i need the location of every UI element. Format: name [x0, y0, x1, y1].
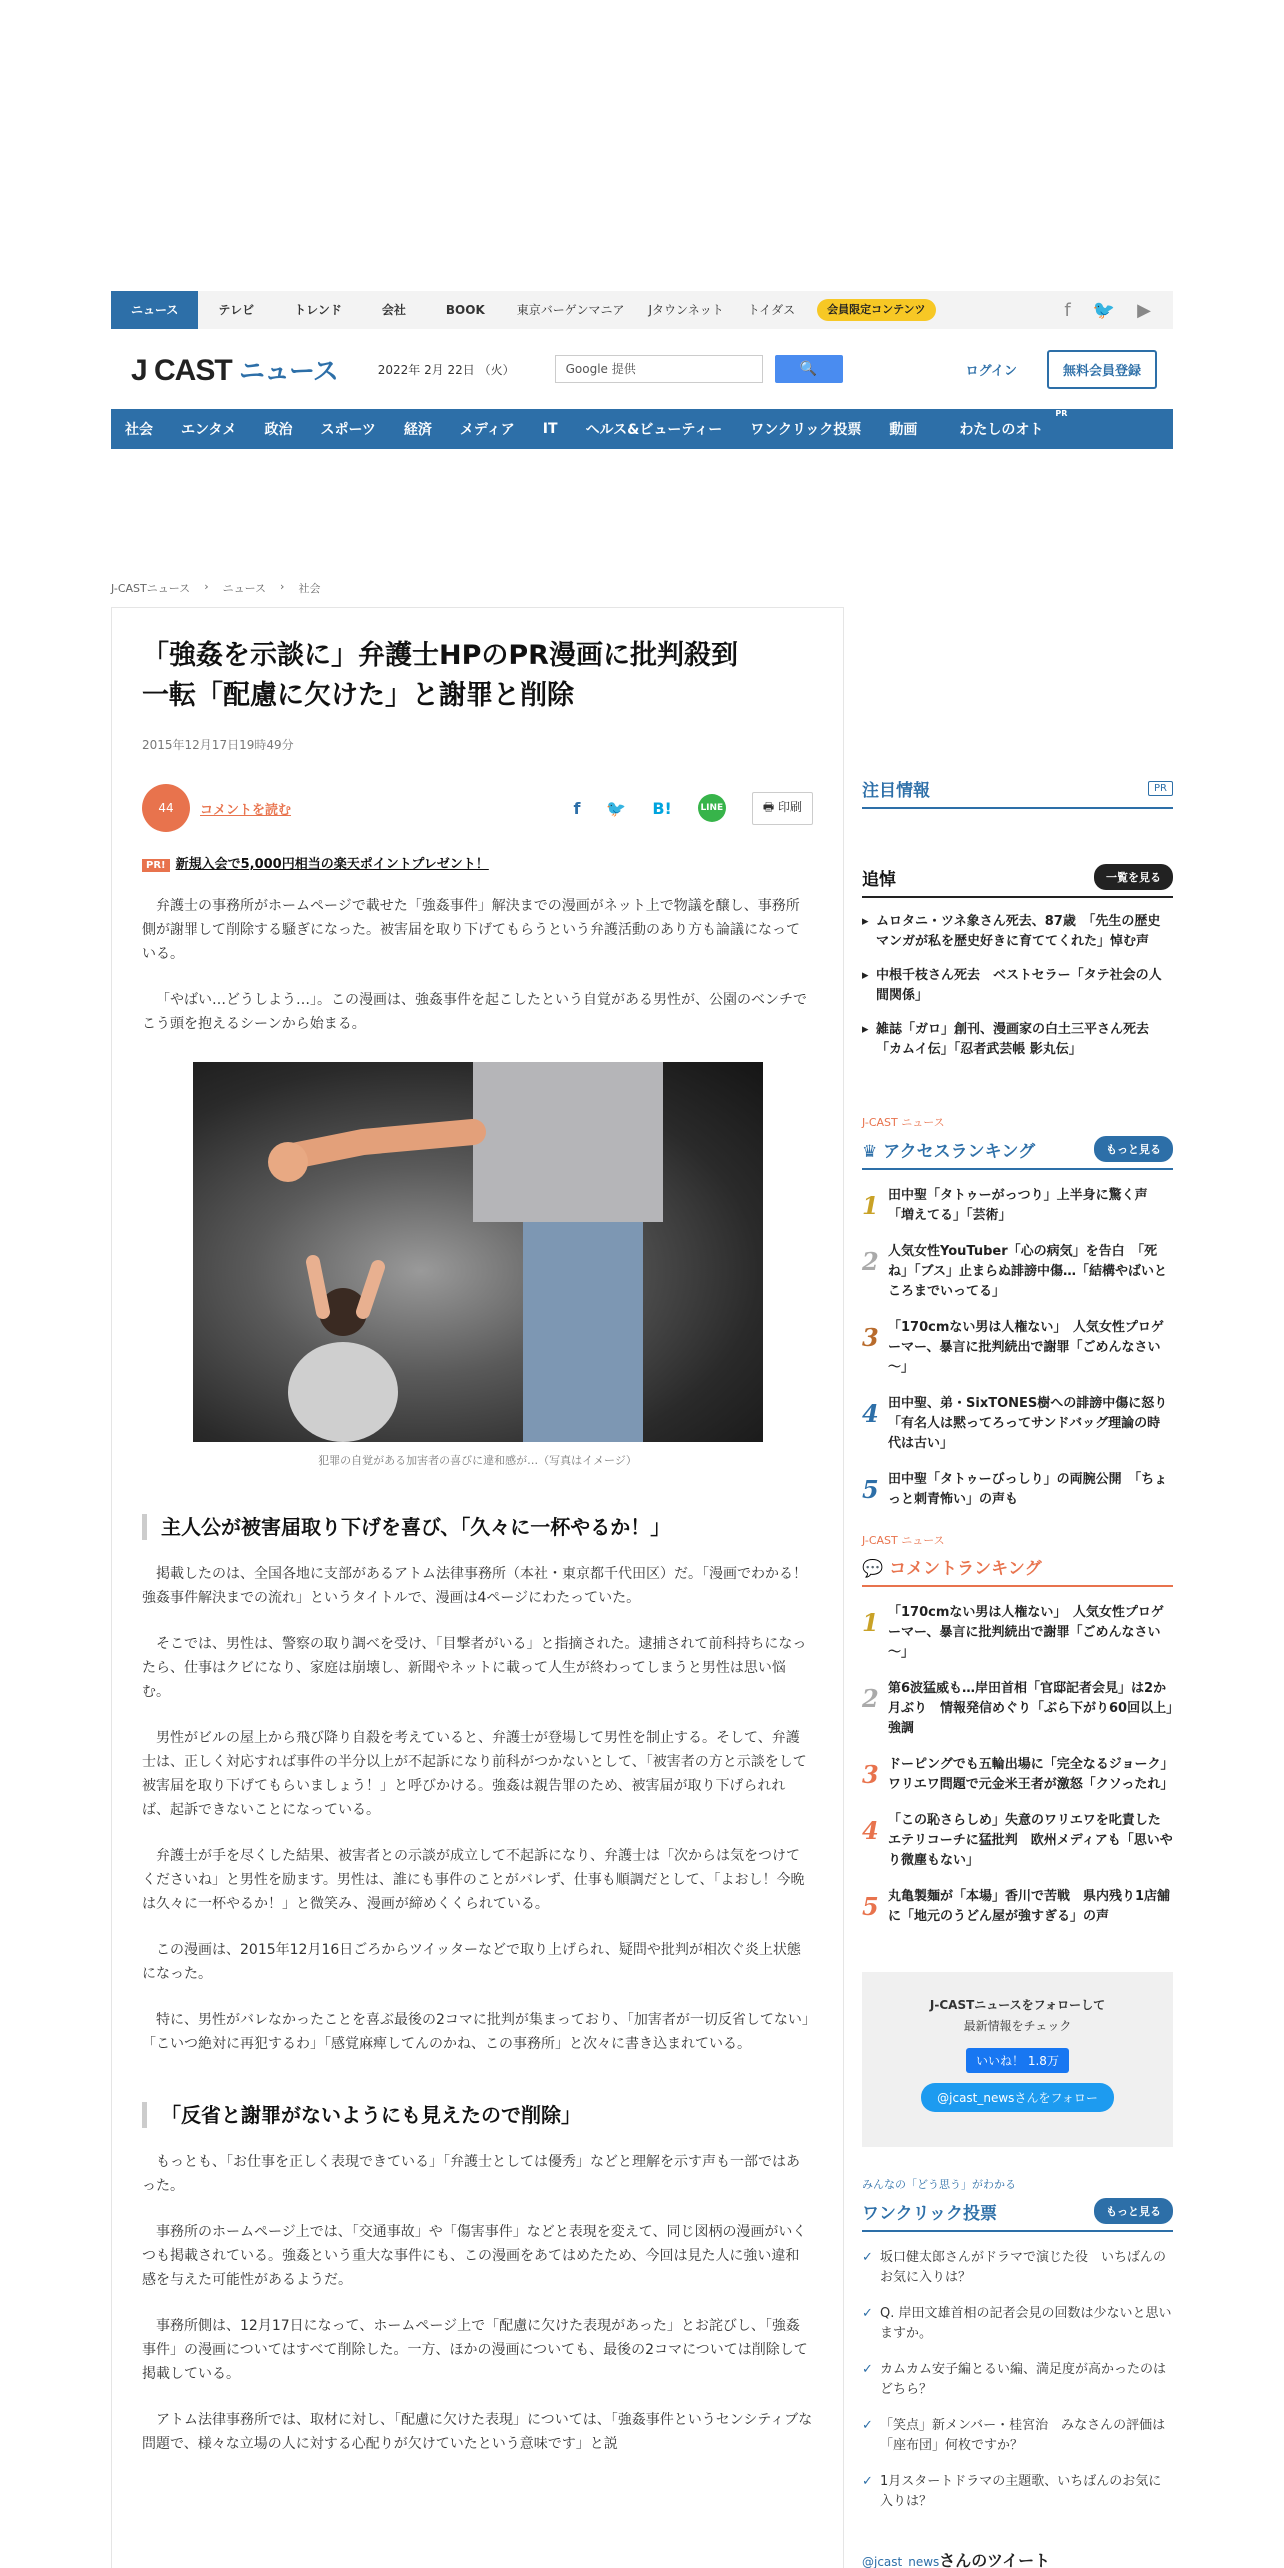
breadcrumb: J-CASTニュース › ニュース › 社会: [111, 580, 321, 595]
facebook-icon[interactable]: f: [1064, 299, 1071, 321]
paragraph: 事務所のホームページ上では、「交通事故」や「傷害事件」などと表現を変えて、同じ図柄の漫画がいくつも掲載されている。強姦という重大な事件にも、この漫画をあてはめたため、今回は見た人に強い違和感を与えた可能性があるようだ。: [142, 2224, 807, 2288]
topnav-tv[interactable]: テレビ: [218, 303, 255, 317]
twitter-icon[interactable]: 🐦: [1092, 299, 1116, 321]
ranking-item[interactable]: 2 第6波猛威も…岸田首相「官邸記者会見」は2か月ぶり 情報発信めぐり「ぶら下がり60回以上」強調: [862, 1681, 1173, 1736]
social-links: [1064, 300, 1173, 321]
vote-item[interactable]: ✓ 1月スタートドラマの主題歌、いちばんのお気に入りは？: [862, 2472, 1173, 2512]
cat-video[interactable]: 動画: [889, 422, 918, 438]
topnav-book[interactable]: BOOK: [445, 303, 485, 317]
print-button[interactable]: 🖶 印刷: [752, 792, 813, 825]
ranking-item[interactable]: 1 「170cmない男は人権ない」 人気女性プロゲーマー、暴言に批判続出で謝罪「ごめんなさい～」: [862, 1605, 1164, 1660]
ranking-item[interactable]: 4 田中聖、弟・SixTONES樹への誹謗中傷に怒り 「有名人は黙ってろってサンドバッグ理論の時代は古い」: [862, 1396, 1181, 1451]
paragraph: 事務所側は、12月17日になって、ホームページ上で「配慮に欠けた表現があった」とお詫びし、「強姦事件」の漫画についてはすべて削除した。一方、ほかの漫画についても、最後の2コマについては削除して掲載している。: [142, 2318, 808, 2382]
ranking-item[interactable]: 4 「この恥さらしめ」失意のワリエワを叱責したエテリコーチに猛批判 欧州メディアも「思いやり微塵もない」: [862, 1813, 1173, 1868]
ranking-item[interactable]: 2 人気女性YouTuber「心の病気」を告白 「死ね」「ブス」止まらぬ誹謗中傷…「結構やばいところまでいってる」: [862, 1244, 1167, 1299]
breadcrumb-home[interactable]: J-CASTニュース: [111, 582, 191, 595]
twitter-follow-button[interactable]: @jcast_newsさんをフォロー: [921, 2083, 1114, 2112]
ranking-item[interactable]: 3 ドーピングでも五輪出場に「完全なるジョーク」 ワリエワ問題で元金米王者が激怒「クソったれ」: [862, 1757, 1180, 1792]
search-input[interactable]: Google 提供: [555, 355, 763, 383]
share-bar: [142, 783, 813, 833]
ranking-item[interactable]: 5 丸亀製麺が「本場」香川で苦戦 県内残り1店舗に「地元のうどん屋が強すぎる」の声: [862, 1889, 1171, 1924]
vote-item[interactable]: ✓ カムカム安子編とるい編、満足度が高かったのはどちら？: [862, 2360, 1173, 2400]
vote-section: みんなの「どう思う」がわかる ワンクリック投票 もっと見る ✓ 坂口健太郎さんがドラマで演じた役 いちばんのお気に入りは？ ✓ Q. 岸田文雄首相の記者会見の回数は少ないと思いますか。 ✓ カムカム安子編とるい編、満足度が高かったのはどちら？ ✓ 「笑点」新メンバー・桂宮治 みなさんの評価は「座布団」何枚ですか？ ✓ 1月スタートドラマの主題歌、いちばんのお気に入りは？: [862, 2176, 1173, 2512]
cat-politics[interactable]: 政治: [264, 422, 293, 438]
vote-item[interactable]: ✓ 「笑点」新メンバー・桂宮治 みなさんの評価は「座布団」何枚ですか？: [862, 2416, 1173, 2456]
article-date: 2015年12月17日19時49分: [142, 738, 294, 752]
cat-economy[interactable]: 経済: [403, 422, 432, 438]
pr-banner[interactable]: PR! 新規入会で5,000円相当の楽天ポイントプレゼント！: [142, 853, 813, 872]
cat-vote[interactable]: ワンクリック投票: [750, 422, 862, 438]
youtube-icon[interactable]: ▶: [1137, 299, 1151, 321]
vote-item[interactable]: ✓ Q. 岸田文雄首相の記者会見の回数は少ないと思いますか。: [862, 2304, 1173, 2344]
vote-item[interactable]: ✓ 坂口健太郎さんがドラマで演じた役 いちばんのお気に入りは？: [862, 2248, 1173, 2288]
obituary-item[interactable]: ▸ 雑誌「ガロ」創刊、漫画家の白土三平さん死去 「カムイ伝」「忍者武芸帳 影丸伝」: [862, 1020, 1173, 1060]
paragraph: アトム法律事務所では、取材に対し、「配慮に欠けた表現」については、「強姦事件というセンシティブな問題で、様々な立場の人に対する心配りが欠けていたという意味です」と説: [142, 2412, 813, 2452]
line-share-icon[interactable]: LINE: [698, 794, 726, 822]
read-comments-link[interactable]: コメントを読む: [200, 802, 292, 818]
section-heading: 「反省と謝罪がないようにも見えたので削除」: [142, 2102, 813, 2128]
topnav-news[interactable]: ニュース: [111, 291, 198, 329]
follow-box: J-CASTニュースをフォローして 最新情報をチェック いいね！ 1.8万 @jcast_newsさんをフォロー: [862, 1972, 1173, 2147]
ranking-item[interactable]: 1 田中聖「タトゥーがっつり」上半身に驚く声 「増えてる」「芸術」: [862, 1188, 1161, 1223]
obituary-more-button[interactable]: 一覧を見る: [1094, 864, 1173, 890]
article-photo: [193, 1062, 763, 1442]
obituary-title: 追悼: [862, 869, 896, 890]
site-header: [111, 329, 1173, 409]
paragraph: 男性がビルの屋上から飛び降り自殺を考えていると、弁護士が登場して男性を制止する。そして、弁護士は、正しく対応すれば事件の半分以上が不起訴になり前科がつかないとして、「被害者の方と示談をして被害届を取り下げてもらいましょう！」と呼びかける。強姦は親告罪のため、被害届が取り下げられれば、起訴できないことになっている。: [142, 1730, 807, 1818]
vote-more-button[interactable]: もっと見る: [1094, 2198, 1173, 2224]
cat-it[interactable]: IT: [542, 421, 558, 437]
topnav-trend[interactable]: トレンド: [294, 303, 342, 317]
breadcrumb-society[interactable]: 社会: [298, 582, 321, 595]
ranking-item[interactable]: 5 田中聖「タトゥーびっしり」の両腕公開 「ちょっと刺青怖い」の声も: [862, 1472, 1168, 1507]
article-title: 「強姦を示談に」弁護士HPのPR漫画に批判殺到 一転「配慮に欠けた」と謝罪と削除: [142, 640, 738, 711]
obituary-section: [862, 864, 1173, 1060]
cat-entame[interactable]: エンタメ: [181, 422, 237, 438]
cat-otona[interactable]: わたしのオト PR: [959, 409, 1068, 438]
topnav-company[interactable]: 会社: [381, 303, 406, 317]
cat-society[interactable]: 社会: [125, 422, 153, 438]
cat-sports[interactable]: スポーツ: [320, 422, 376, 438]
pr-badge: PR: [1148, 781, 1173, 796]
tweet-header: @jcast_newsさんのツイート: [862, 2551, 1051, 2568]
comment-ranking-title: 💬 コメントランキング: [862, 1559, 1042, 1579]
vote-title: ワンクリック投票: [862, 2203, 997, 2224]
search-button[interactable]: [775, 355, 843, 383]
access-ranking-title: ♛ アクセスランキング: [862, 1141, 1036, 1162]
cat-health[interactable]: ヘルス&ビューティー: [585, 422, 723, 438]
attention-title: 注目情報: [862, 781, 930, 801]
comment-icon: 💬: [862, 1559, 884, 1579]
access-more-button[interactable]: もっと見る: [1094, 1136, 1173, 1162]
register-button[interactable]: 無料会員登録: [1047, 350, 1157, 389]
photo-caption: 犯罪の自覚がある加害者の喜びに違和感が…（写真はイメージ）: [318, 1454, 637, 1467]
topnav-bargain[interactable]: 東京バーゲンマニア: [516, 303, 625, 317]
comment-ranking: J-CAST ニュース 💬 コメントランキング 1 「170cmない男は人権ない」 人気女性プロゲーマー、暴言に批判続出で謝罪「ごめんなさい～」 2 第6波猛威も…岸田首相「官邸記者会見」は2か月ぶり 情報発信めぐり「ぶら下がり60回以上」強調 3 ドーピングでも五輪出場に「完全なるジョーク」 ワリエワ問題で元金米王者が激怒「クソったれ」 4 「この恥さらしめ」失意のワリエワを叱責したエテリコーチに猛批判 欧州メディアも「思いやり微塵もない」 5 丸亀製麺が「本場」香川で苦戦 県内残り1店舗に「地元のうどん屋が強すぎる」の声: [862, 1532, 1173, 1927]
top-nav: [111, 291, 1173, 329]
paragraph: 弁護士の事務所がホームページで載せた「強姦事件」解決までの漫画がネット上で物議を醸し、事務所側が謝罪して削除する騒ぎになった。被害届を取り下げてもらうという弁護活動のあり方も論議になっている。: [142, 898, 800, 962]
current-date: 2022年 2月 22日 （火）: [377, 362, 515, 377]
paragraph: 弁護士が手を尽くした結果、被害者との示談が成立して不起訴になり、弁護士は「次からは気をつけてくださいね」と男性を励ます。男性は、誰にも事件のことがバレず、仕事も順調だとして、「よおし！今晩は久々に一杯やるか！」と微笑み、漫画が締めくくられている。: [142, 1848, 805, 1912]
cat-media[interactable]: メディア: [459, 422, 515, 438]
paragraph: 掲載したのは、全国各地に支部があるアトム法律事務所（本社・東京都千代田区）だ。「漫画でわかる！強姦事件解決までの流れ」というタイトルで、漫画は4ページにわたっていた。: [142, 1566, 807, 1606]
ranking-item[interactable]: 3 「170cmない男は人権ない」 人気女性プロゲーマー、暴言に批判続出で謝罪「ごめんなさい～」: [862, 1320, 1164, 1375]
section-heading: 主人公が被害届取り下げを喜び、「久々に一杯やるか！」: [142, 1514, 813, 1540]
site-logo[interactable]: J CAST ニュース: [131, 353, 338, 387]
facebook-share-icon[interactable]: f: [573, 798, 581, 818]
member-content-badge[interactable]: 会員限定コンテンツ: [817, 299, 935, 321]
breadcrumb-news[interactable]: ニュース: [222, 582, 267, 595]
login-link[interactable]: ログイン: [965, 363, 1017, 379]
ranking-icon: ♛: [862, 1141, 878, 1162]
comment-count-icon[interactable]: 44: [142, 784, 190, 832]
search-icon: 🔍: [799, 361, 818, 377]
paragraph: 「やばい…どうしよう…」。この漫画は、強姦事件を起こしたという自覚がある男性が、公園のベンチでこう頭を抱えるシーンから始まる。: [142, 992, 807, 1032]
obituary-item[interactable]: ▸ 中根千枝さん死去 ベストセラー「タテ社会の人間関係」: [862, 966, 1173, 1006]
topnav-jtown[interactable]: Jタウンネット: [648, 303, 724, 317]
category-nav: [111, 409, 1173, 449]
access-ranking: J-CAST ニュース ♛ アクセスランキング もっと見る 1 田中聖「タトゥーがっつり」上半身に驚く声 「増えてる」「芸術」 2 人気女性YouTuber「心の病気」を告白 「死ね」「ブス」止まらぬ誹謗中傷…「結構やばいところまでいってる」 3 「170cmない男は人権ない」 人気女性プロゲーマー、暴言に批判続出で謝罪「ごめんなさい～」 4 田中聖、弟・SixTONES樹への誹謗中傷に怒り 「有名人は黙ってろってサンドバッグ理論の時代は古い」 5 田中聖「タトゥーびっしり」の両腕公開 「ちょっと刺青怖い」の声も: [862, 1114, 1173, 1510]
facebook-like-button[interactable]: いいね！ 1.8万: [966, 2048, 1069, 2073]
topnav-toidas[interactable]: トイダス: [747, 303, 796, 317]
twitter-share-icon[interactable]: 🐦: [606, 798, 627, 818]
paragraph: この漫画は、2015年12月16日ごろからツイッターなどで取り上げられ、疑問や批判が相次ぐ炎上状態になった。: [142, 1942, 801, 1982]
hatena-bookmark-icon[interactable]: B!: [652, 798, 672, 818]
paragraph: そこでは、男性は、警察の取り調べを受け、「目撃者がいる」と指摘された。逮捕されて前科持ちになったら、仕事はクビになり、家庭は崩壊し、新聞やネットに載って人生が終わってしまうと男性は思い悩む。: [142, 1636, 807, 1700]
paragraph: もっとも、「お仕事を正しく表現できている」「弁護士としては優秀」などと理解を示す声も一部ではあった。: [142, 2154, 800, 2194]
obituary-item[interactable]: ▸ ムロタニ・ツネ象さん死去、87歳 「先生の歴史マンガが私を歴史好きに育ててくれた」悼む声: [862, 912, 1173, 952]
paragraph: 特に、男性がバレなかったことを喜ぶ最後の2コマに批判が集まっており、「加害者が一切反省してない」「こいつ絶対に再犯するわ」「感覚麻痺してんのかね、この事務所」と次々に書き込まれている。: [142, 2012, 809, 2052]
attention-section: [862, 776, 1173, 809]
article: [111, 607, 844, 2568]
